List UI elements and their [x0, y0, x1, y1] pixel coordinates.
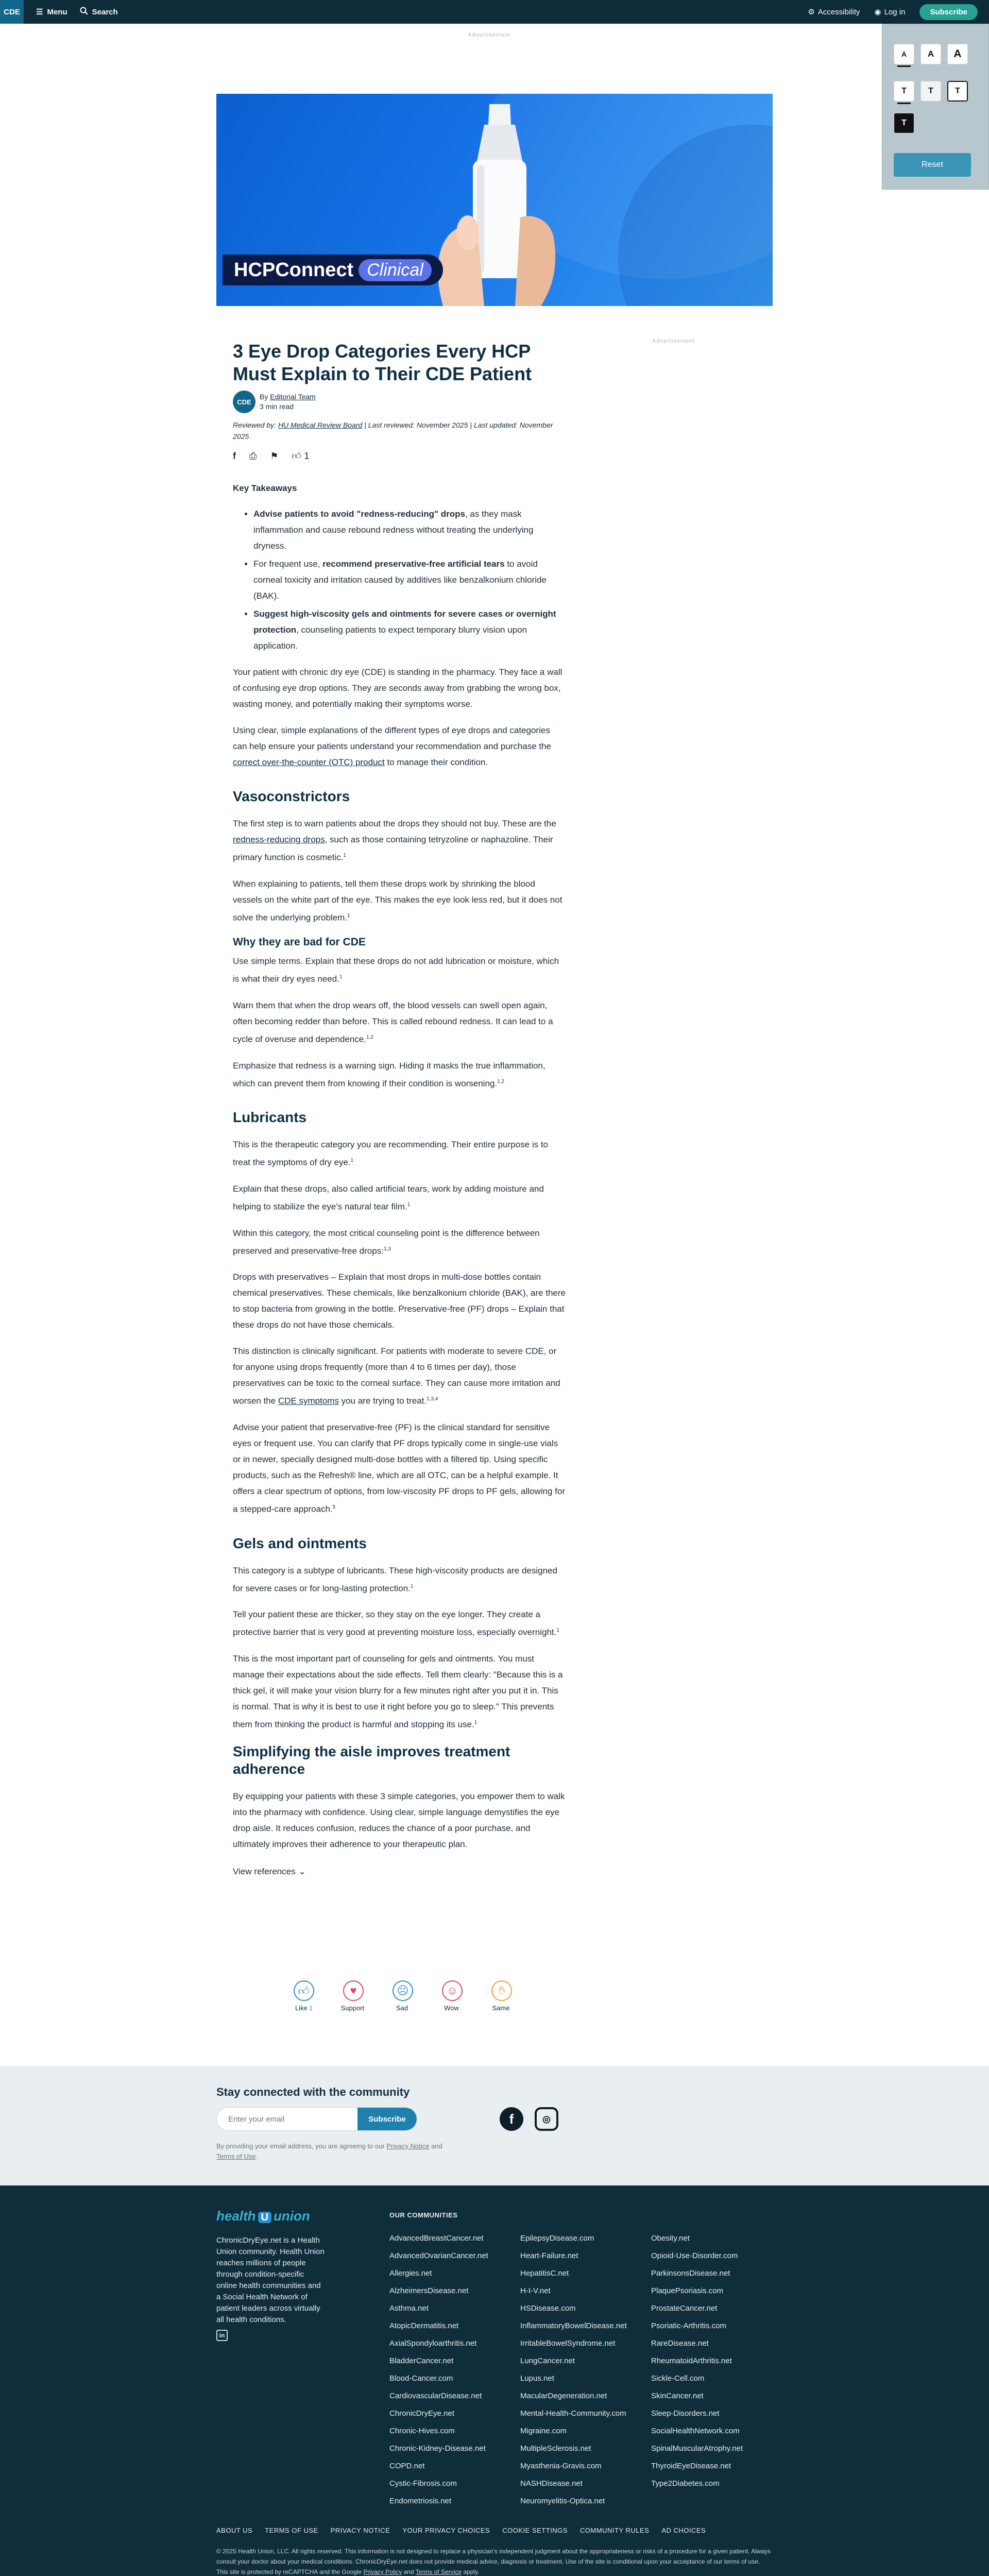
paragraph [233, 1058, 566, 1092]
community-link[interactable]: MultipleSclerosis.net [520, 2444, 591, 2453]
community-link[interactable]: SkinCancer.net [651, 2392, 704, 2400]
thumbs-up-icon: 👍︎ [294, 1980, 314, 2001]
redness-reducing-drops-link[interactable]: redness-reducing drops [233, 835, 325, 844]
paragraph-text: , such as those containing tetryzoline or naphazoline. Their primary function is cosmetic. [233, 835, 553, 862]
community-link[interactable]: PlaquePsoriasis.com [651, 2286, 724, 2295]
by-prefix: By [260, 393, 270, 401]
hero-brand-sub: Clinical [359, 259, 432, 281]
community-link[interactable]: Heart-Failure.net [520, 2251, 578, 2260]
community-link[interactable]: ParkinsonsDisease.net [651, 2269, 730, 2278]
side-advertisement-label: Advertisement [652, 338, 695, 344]
legal-text: . [255, 2153, 258, 2160]
citation[interactable]: 1 [474, 1719, 478, 1725]
citation[interactable]: 1 [410, 1583, 414, 1589]
community-link[interactable]: ThyroidEyeDisease.net [651, 2462, 731, 2470]
community-link[interactable]: CardiovascularDisease.net [389, 2392, 482, 2400]
reaction-label [288, 2004, 319, 2012]
paragraph-text: to manage their condition. [384, 757, 488, 767]
contrast-outline-button[interactable]: T [947, 81, 968, 101]
email-signup-form [216, 2107, 417, 2131]
newsletter-section [0, 2066, 989, 2185]
like-count: 1 [304, 451, 310, 461]
community-link[interactable]: Lupus.net [520, 2374, 554, 2383]
author-avatar: CDE [233, 391, 255, 413]
accessibility-panel [882, 24, 989, 190]
footer-link[interactable]: YOUR PRIVACY CHOICES [402, 2527, 490, 2534]
paragraph-text: The first step is to warn patients about the drops they should not buy. These are the [233, 819, 556, 828]
health-union-logo[interactable] [216, 2208, 310, 2224]
community-link[interactable]: RareDisease.net [651, 2339, 709, 2348]
community-link[interactable]: Chronic-Kidney-Disease.net [389, 2444, 486, 2453]
paragraph-text: This is the most important part of counseling for gels and ointments. You must manage their expectations about the side effects. Tell them clearly: "Because this is a thick gel, it will make your vision blurry for a few minutes right after you put it in. This is normal. That is why it is best to use it right before you go to sleep." This prevents them from thinking the product is harmful and stopping its use. [233, 1653, 563, 1730]
paragraph: Your patient with chronic dry eye (CDE) is standing in the pharmacy. They face a wall of confusing eye drop options. They are seconds away from grabbing the wrong box, wasting money, and potentially making their symptoms worse. [233, 667, 562, 709]
paragraph [233, 1343, 566, 1409]
logo-text: health [216, 2208, 256, 2224]
reactions-bar [288, 1980, 517, 2012]
citation[interactable]: 1,3 [383, 1246, 391, 1252]
community-link[interactable]: NASHDisease.net [520, 2479, 583, 2488]
community-link[interactable]: InflammatoryBowelDisease.net [520, 2321, 627, 2330]
footer-link[interactable]: PRIVACY NOTICE [330, 2527, 390, 2534]
view-references-toggle[interactable] [233, 1867, 566, 1877]
hamburger-icon: ☰ [36, 8, 43, 16]
paragraph [233, 1137, 566, 1171]
community-link[interactable]: Allergies.net [389, 2269, 432, 2278]
print-icon[interactable]: ⎙ [249, 450, 257, 461]
paragraph [233, 1563, 566, 1597]
key-takeaways-list [233, 506, 566, 654]
community-link[interactable]: Asthma.net [389, 2304, 429, 2313]
chevron-down-icon: ⌄ [298, 1866, 306, 1876]
logo-text: union [274, 2208, 310, 2224]
key-takeaways-heading: Key Takeaways [233, 483, 297, 493]
community-link[interactable]: ProstateCancer.net [651, 2304, 718, 2313]
paragraph-text: Use simple terms. Explain that these drops do not add lubrication or moisture, which is what their dry eyes need. [233, 956, 559, 984]
cde-symptoms-link[interactable]: CDE symptoms [278, 1396, 339, 1406]
footer-link[interactable]: AD CHOICES [661, 2527, 706, 2534]
footer-link[interactable]: ABOUT US [216, 2527, 253, 2534]
community-link[interactable]: HSDisease.com [520, 2304, 576, 2313]
bookmark-icon[interactable]: ⚑ [270, 450, 279, 461]
paragraph-text: This distinction is clinically significant. For patients with moderate to severe CDE, or for anyone using drops frequently (more than 4 to 6 times per day), those preservatives can be toxic to the corneal surface. They can cause more irritation and worsen the [233, 1346, 560, 1406]
site-footer [0, 2185, 989, 2576]
reaction-label-text: Wow [444, 2004, 459, 2012]
footer-link[interactable]: COMMUNITY RULES [579, 2527, 650, 2534]
facebook-icon[interactable]: f [500, 2107, 523, 2131]
reaction-label-text: Support [340, 2004, 365, 2012]
user-icon: ◉ [874, 8, 881, 16]
paragraph-text: Using clear, simple explanations of the different types of eye drops and categories can help ensure your patients understand your recommendation and purchase the [233, 725, 552, 751]
accessibility-label: Accessibility [817, 7, 860, 16]
paragraph [233, 722, 566, 770]
community-link[interactable]: MacularDegeneration.net [520, 2392, 607, 2400]
paragraph-text: Tell your patient these are thicker, so they stay on the eye longer. They create a protective barrier that is very good at preventing moisture loss, especially overnight. [233, 1609, 557, 1637]
text-size-medium-button[interactable]: A [920, 44, 941, 64]
our-communities-heading: OUR COMMUNITIES [389, 2211, 458, 2219]
reaction-label-text: Like [295, 2004, 308, 2012]
communities-column-3 [651, 2230, 775, 2493]
community-link[interactable]: Blood-Cancer.com [389, 2374, 453, 2383]
list-item [253, 556, 566, 604]
citation[interactable]: 5 [332, 1504, 336, 1510]
community-link[interactable]: Endometriosis.net [389, 2497, 452, 2505]
community-link[interactable]: Myasthenia-Gravis.com [520, 2462, 602, 2470]
reviewed-prefix: Reviewed by: [233, 421, 278, 429]
support-icon: ♥ [343, 1980, 364, 2001]
reaction-label [486, 2004, 517, 2012]
author-info [260, 392, 316, 412]
copyright-body: © 2025 Health Union, LLC. All rights reserved. This information is not designed to replace a physician's independent judgment about the appropriateness or risks of a procedure for a given patient. Always consult your doctor about your medical conditions. ChronicDryEye.net does not provide medical advice, diagnosis or treatment. Use of the site is conditional upon your acceptance of our terms of use. This site is protected by reCAPTCHA and the Google [216, 2548, 771, 2575]
view-references-label: View references [233, 1866, 296, 1876]
text-size-large-button[interactable]: A [947, 44, 968, 64]
instagram-icon[interactable]: ◎ [535, 2107, 558, 2131]
share-toolbar [233, 450, 566, 462]
privacy-notice-link[interactable]: Privacy Notice [386, 2142, 430, 2150]
community-link[interactable]: AlzheimersDisease.net [389, 2286, 469, 2295]
reaction-wow-button[interactable] [437, 1980, 468, 2012]
section-heading-vasoconstrictors: Vasoconstrictors [233, 788, 350, 804]
reaction-count: 1 [309, 2004, 313, 2012]
email-input[interactable] [217, 2108, 357, 2130]
footer-link[interactable]: COOKIE SETTINGS [502, 2527, 568, 2534]
community-link[interactable]: Mental-Health-Community.com [520, 2409, 626, 2418]
reviewer-link[interactable]: HU Medical Review Board [278, 421, 363, 429]
logo-mark: U [258, 2212, 271, 2223]
hero-image [216, 94, 773, 306]
list-item [253, 506, 566, 554]
paragraph [233, 1419, 566, 1517]
community-link[interactable]: COPD.net [389, 2462, 425, 2470]
menu-label: Menu [47, 7, 67, 16]
reaction-label-text: Sad [396, 2004, 408, 2012]
community-link[interactable]: Obesity.net [651, 2234, 690, 2243]
community-link[interactable]: AtopicDermatitis.net [389, 2321, 459, 2330]
site-logo[interactable]: CDE [0, 0, 24, 24]
subscribe-button[interactable]: Subscribe [919, 4, 978, 20]
reaction-support-button[interactable] [338, 1980, 369, 2012]
paragraph [233, 997, 566, 1047]
section-heading-lubricants: Lubricants [233, 1109, 307, 1126]
legal-text: and [429, 2142, 442, 2150]
community-link[interactable]: EpilepsyDisease.com [520, 2234, 594, 2243]
linkedin-icon[interactable]: in [216, 2330, 228, 2341]
menu-button[interactable] [36, 7, 67, 16]
google-privacy-policy-link[interactable]: Privacy Policy [363, 2568, 402, 2575]
thumbs-up-icon: 👍︎ [292, 451, 302, 461]
paragraph-text: Advise your patient that preservative-free (PF) is the clinical standard for sensitive eyes or frequent use. You can clarify that PF drops typically come in single-use vials or in newer, specially designed multi-dose bottles with a filtered tip. Using specific products, such as the Refresh® line, which are all OTC, can be a helpful example. It offers a clear spectrum of options, from low-viscosity PF drops to PF gels, allowing for a stepped-care approach. [233, 1422, 565, 1514]
paragraph: Drops with preservatives – Explain that most drops in multi-dose bottles contain chemical preservatives. These chemicals, like benzalkonium chloride (BAK), are there to stop bacteria from growing in the bottle. Preservative-free (PF) drops – Explain that these drops do not have those chemicals. [233, 1272, 566, 1330]
contrast-dark-button[interactable]: T [894, 113, 914, 133]
communities-column-1 [389, 2230, 513, 2510]
community-link[interactable]: H-I-V.net [520, 2286, 551, 2295]
reset-button[interactable]: Reset [894, 153, 971, 177]
paragraph: By equipping your patients with these 3 simple categories, you empower them to walk into the pharmacy with confidence. Using clear, simple language demystifies the eye drop aisle. It reduces confusion, reduces the chance of a poor purchase, and ultimately improves their adherence to your therapeutic plan. [233, 1791, 565, 1849]
takeaway-bold: Advise patients to avoid "redness-reducing" drops [253, 509, 465, 519]
community-link[interactable]: Chronic-Hives.com [389, 2427, 455, 2435]
paragraph-text: This is the therapeutic category you are recommending. Their entire purpose is to treat the symptoms of dry eye. [233, 1140, 548, 1167]
community-link[interactable]: Cystic-Fibrosis.com [389, 2479, 457, 2488]
citation[interactable]: 1,2 [497, 1078, 504, 1084]
community-link[interactable]: AdvancedBreastCancer.net [389, 2234, 484, 2243]
reaction-sad-button[interactable] [387, 1980, 418, 2012]
citation[interactable]: 1 [407, 1201, 411, 1208]
accessibility-button[interactable] [808, 7, 860, 16]
citation[interactable]: 1 [343, 853, 347, 858]
search-label: Search [92, 7, 118, 16]
community-link[interactable]: Sickle-Cell.com [651, 2374, 705, 2383]
community-link[interactable]: BladderCancer.net [389, 2357, 454, 2365]
community-link[interactable]: Psoriatic-Arthritis.com [651, 2321, 726, 2330]
google-terms-link[interactable]: Terms of Service [415, 2568, 462, 2575]
takeaway-text: , counseling patients to expect temporary blurry vision upon application. [253, 625, 527, 651]
facebook-icon[interactable]: f [233, 450, 236, 461]
reaction-same-button[interactable] [486, 1980, 517, 2012]
search-icon [80, 7, 88, 17]
copyright-text [216, 2546, 773, 2576]
paragraph-text: Explain that these drops, also called artificial tears, work by adding moisture and helping to stabilize the eye's natural tear film. [233, 1183, 544, 1212]
article-body [233, 340, 566, 1877]
review-info [233, 419, 566, 442]
read-time: 3 min read [260, 402, 294, 411]
like-button[interactable] [292, 450, 310, 462]
citation[interactable]: 1 [347, 912, 350, 919]
paragraph [233, 1606, 566, 1640]
paragraph [233, 953, 566, 987]
section-heading-gels: Gels and ointments [233, 1535, 367, 1551]
citation[interactable]: 1 [556, 1628, 559, 1634]
community-link[interactable]: SocialHealthNetwork.com [651, 2427, 740, 2435]
community-link[interactable]: Sleep-Disorders.net [651, 2409, 720, 2418]
community-link[interactable]: AdvancedOvarianCancer.net [389, 2251, 488, 2260]
community-link[interactable]: Type2Diabetes.com [651, 2479, 720, 2488]
otc-product-link[interactable]: correct over-the-counter (OTC) product [233, 757, 385, 767]
paragraph [233, 1651, 566, 1733]
citation[interactable]: 1 [339, 974, 343, 980]
section-heading-simplifying: Simplifying the aisle improves treatment adherence [233, 1743, 510, 1777]
list-item [253, 606, 566, 654]
citation[interactable]: 1 [350, 1158, 354, 1164]
takeaway-bold: Suggest high-viscosity gels and ointments for severe cases or overnight protection [253, 609, 556, 635]
takeaway-text: , as they mask inflammation and cause rebound redness without treating the underlying dryness. [253, 509, 534, 551]
login-label: Log in [884, 7, 906, 16]
paragraph [233, 876, 566, 926]
copyright-body: and [402, 2568, 416, 2575]
contrast-light-button[interactable]: T [920, 81, 941, 101]
top-navigation-bar [0, 0, 989, 24]
community-link[interactable]: Opioid-Use-Disorder.com [651, 2251, 738, 2260]
reaction-like-button[interactable] [288, 1980, 319, 2012]
sad-icon: ☹ [393, 1980, 413, 2001]
communities-column-2 [520, 2230, 644, 2510]
newsletter-subscribe-button[interactable]: Subscribe [357, 2108, 417, 2130]
community-link[interactable]: Migraine.com [520, 2427, 567, 2435]
community-link[interactable]: ChronicDryEye.net [389, 2409, 454, 2418]
paragraph-text: Warn them that when the drop wears off, the blood vessels can swell open again, often becoming redder than before. This is called rebound redness. It can lead to a cycle of overuse and dependence. [233, 1000, 553, 1044]
footer-link[interactable]: TERMS OF USE [265, 2527, 318, 2534]
search-button[interactable] [80, 7, 118, 17]
newsletter-heading: Stay connected with the community [216, 2086, 410, 2098]
newsletter-legal-text [216, 2141, 484, 2162]
article-title: 3 Eye Drop Categories Every HCP Must Explain to Their CDE Patient [233, 341, 532, 384]
paragraph-text: Emphasize that redness is a warning sign. Hiding it masks the true inflammation, which can prevent them from knowing if their condition is worsening. [233, 1060, 545, 1089]
terms-of-use-link[interactable]: Terms of Use [216, 2153, 256, 2160]
paragraph-text: Within this category, the most critical counseling point is the difference between preserved and preservative-free drops: [233, 1228, 540, 1256]
paragraph [233, 1181, 566, 1215]
text-size-small-button[interactable]: A [894, 44, 914, 64]
paragraph-text: This category is a subtype of lubricants. These high-viscosity products are designed for severe cases or for long-lasting protection. [233, 1565, 557, 1594]
reaction-label-text: Same [492, 2004, 510, 2012]
takeaway-text: to avoid corneal toxicity and irritation caused by additives like benzalkonium chloride (BAK). [253, 559, 547, 601]
takeaway-text: For frequent use, [253, 559, 323, 569]
community-link[interactable]: IrritableBowelSyndrome.net [520, 2339, 616, 2348]
top-advertisement-label: Advertisement [468, 32, 511, 38]
footer-description: ChronicDryEye.net is a Health Union community. Health Union reaches millions of people through condition-specific online health communities and a Social Health Network of patient leaders across virtually all health conditions. [216, 2236, 325, 2324]
paragraph-text: you are trying to treat. [338, 1396, 427, 1406]
citation[interactable]: 1,2 [366, 1034, 373, 1040]
community-link[interactable]: Neuromyelitis-Optica.net [520, 2497, 605, 2505]
footer-links [216, 2527, 706, 2534]
community-link[interactable]: HepatitisC.net [520, 2269, 569, 2278]
paragraph [233, 816, 566, 866]
paragraph-text: When explaining to patients, tell them these drops work by shrinking the blood vessels on the white part of the eye. This makes the eye look less red, but it does not solve the underlying problem. [233, 878, 562, 923]
hcpconnect-clinical-logo [223, 255, 443, 285]
reaction-label [437, 2004, 468, 2012]
reviewed-dates: | Last reviewed: November 2025 | Last updated: November 2025 [233, 421, 553, 440]
reaction-label [387, 2004, 418, 2012]
copyright-body: apply. [462, 2568, 480, 2575]
citation[interactable]: 1,3,4 [427, 1396, 438, 1402]
reaction-label [338, 2004, 369, 2012]
community-link[interactable]: RheumatoidArthritis.net [651, 2357, 732, 2365]
contrast-default-button[interactable]: T [894, 81, 914, 101]
wow-icon: ☺ [442, 1980, 463, 2001]
community-link[interactable]: SpinalMuscularAtrophy.net [651, 2444, 743, 2453]
same-icon: ✋︎ [491, 1980, 512, 2001]
login-button[interactable] [875, 7, 906, 16]
accessibility-icon: ⚙ [808, 8, 815, 16]
community-link[interactable]: AxialSpondyloarthritis.net [389, 2339, 477, 2348]
legal-text: By providing your email address, you are agreeing to our [216, 2142, 387, 2150]
byline [233, 391, 566, 413]
hero-brand-name: HCPConnect [234, 259, 354, 281]
author-link[interactable]: Editorial Team [270, 393, 316, 401]
paragraph [233, 1225, 566, 1259]
takeaway-bold: recommend preservative-free artificial tears [322, 559, 505, 569]
section-heading-why-bad: Why they are bad for CDE [233, 936, 366, 948]
community-link[interactable]: LungCancer.net [520, 2357, 575, 2365]
